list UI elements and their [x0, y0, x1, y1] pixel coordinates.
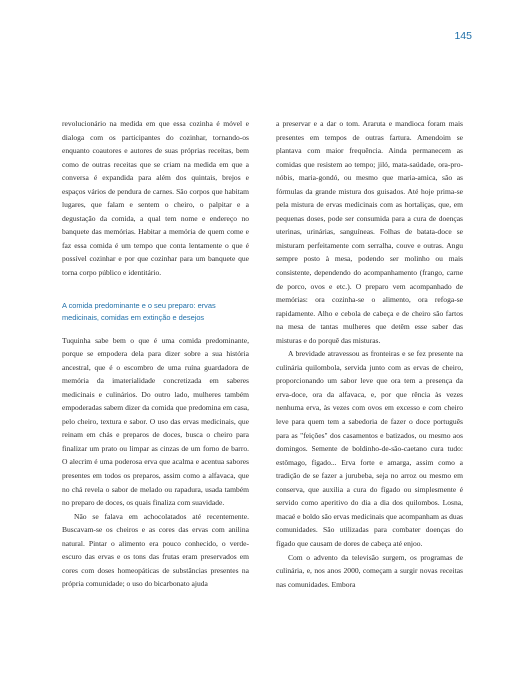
right-paragraph-2: A brevidade atravessou as fronteiras e se fez presente na culinária quilombola, servida junto com as ervas de cheiro, proporcionando um sabor leve que ora tem a presença da erva-doce, ora da alfavaca, e, por que rência às vezes nenhuma erva, às vezes com ovos em excesso e com cheiro leve para quem tem a sabedoria de fazer o doce português para as "feições" dos casamentos e batizados, ou mesmo aos domingos. Semente de boldinho-de-são-caetano cura tudo: estômago, fígado... Erva forte e amarga, assim como a tradição de se fazer a jurubeba, seja no arroz ou mesmo em conserva, que auxilia a cura do fígado ou simplesmente é servido como aperitivo do dia a dia dos quilombos. Losna, macaé e boldo são ervas medicinais que acompanham as duas comunidades. São utilizadas para combater doenças do fígado que causam de dores de cabeça até enjoo. — [276, 349, 463, 548]
right-paragraph-1: a preservar e a dar o tom. Araruta e mandioca foram mais presentes em tempos de outras fartura. Amendoim se plantava com maior frequência. Ainda permanecem as comidas que resistem ao tempo; jiló, mata-saúdade, ora-pro-nóbis, maria-gondó, ou mesmo que maria-amica, são as fórmulas da grande mistura dos guisados. Até hoje prima-se pela mistura de ervas medicinais com as hortaliças, que, em pequenas doses, pode ser consumida para a cura de doenças uterinas, urinárias, sanguíneas. Folhas de batata-doce se misturam perfeitamente com serralha, couve e outras. Angu sempre posto à mesa, podendo ser molinho ou mais consistente, dependendo do acompanhamento (frango, carne de porco, ovos e etc.). O preparo vem acompanhado de memórias: ora cozinha-se o alimento, ora refoga-se rapidamente. Alho e cebola de cabeça e de cheiro são fartos na mesa de tantas mulheres que detêm esse saber das misturas e do porquê das misturas. — [276, 119, 463, 345]
left-column — [62, 117, 249, 591]
right-paragraph-3: Com o advento da televisão surgem, os programas de culinária, e, nos anos 2000, começam a surgir novas receitas nas comunidades. Embora — [276, 552, 463, 589]
left-paragraph-2: Não se falava em achocolatados até recentemente. Buscavam-se os cheiros e as cores das ervas com anilina natural. Pintar o alimento era pouco conhecido, o verde-escuro das ervas e os tons das frutas eram preservados em cores com doses homeopáticas de substâncias presentes na própria comunidade; o uso do bicarbonato ajuda — [62, 511, 249, 589]
page-number: 145 — [454, 30, 472, 42]
section-heading: A comida predominante e o seu preparo: ervas medicinais, comidas em extinção e desejos — [62, 300, 216, 322]
right-column — [276, 117, 463, 591]
left-intro-paragraph: revolucionário na medida em que essa cozinha é móvel e dialoga com os participantes do cozinhar, tornando-os enquanto coautores e autores de suas próprias receitas, bem como de outras receitas que se criam na medida em que a conversa é expandida para além dos quintais, brejos e espaços vários de pendura de carnes. São corpos que habitam lugares, que falam e sentem o cheiro, o palpitar e a degustação da comida, a qual tem nome e endereço no banquete das memórias. Habitar a memória de quem come e faz essa comida é um tempo que conta lentamente o que é possível cozinhar e por que cozinhar para um banquete que torna corpo público e identitário. — [62, 119, 249, 278]
left-paragraph-1: Tuquinha sabe bem o que é uma comida predominante, porque se empodera dela para dizer sobre a sua história ancestral, que é o escombro de uma ruína guardadora de memória da imaterialidade concretizada em saberes medicinais e culinários. Do outro lado, mulheres também empoderadas sabem dizer da comida que predomina em casa, pelo cheiro, textura e sabor. O uso das ervas medicinais, que reinam em chás e preparos de doces, busca o cheiro para finalizar um prato ou limpar as cinzas de um forno de barro. O alecrim é uma poderosa erva que acalma e acentua sabores presentes em todos os preparos, assim como a alfavaca, que no chá revela o sabor de melado ou rapadura, usada também no preparo de doces, os quais finaliza com suavidade. — [62, 335, 249, 508]
